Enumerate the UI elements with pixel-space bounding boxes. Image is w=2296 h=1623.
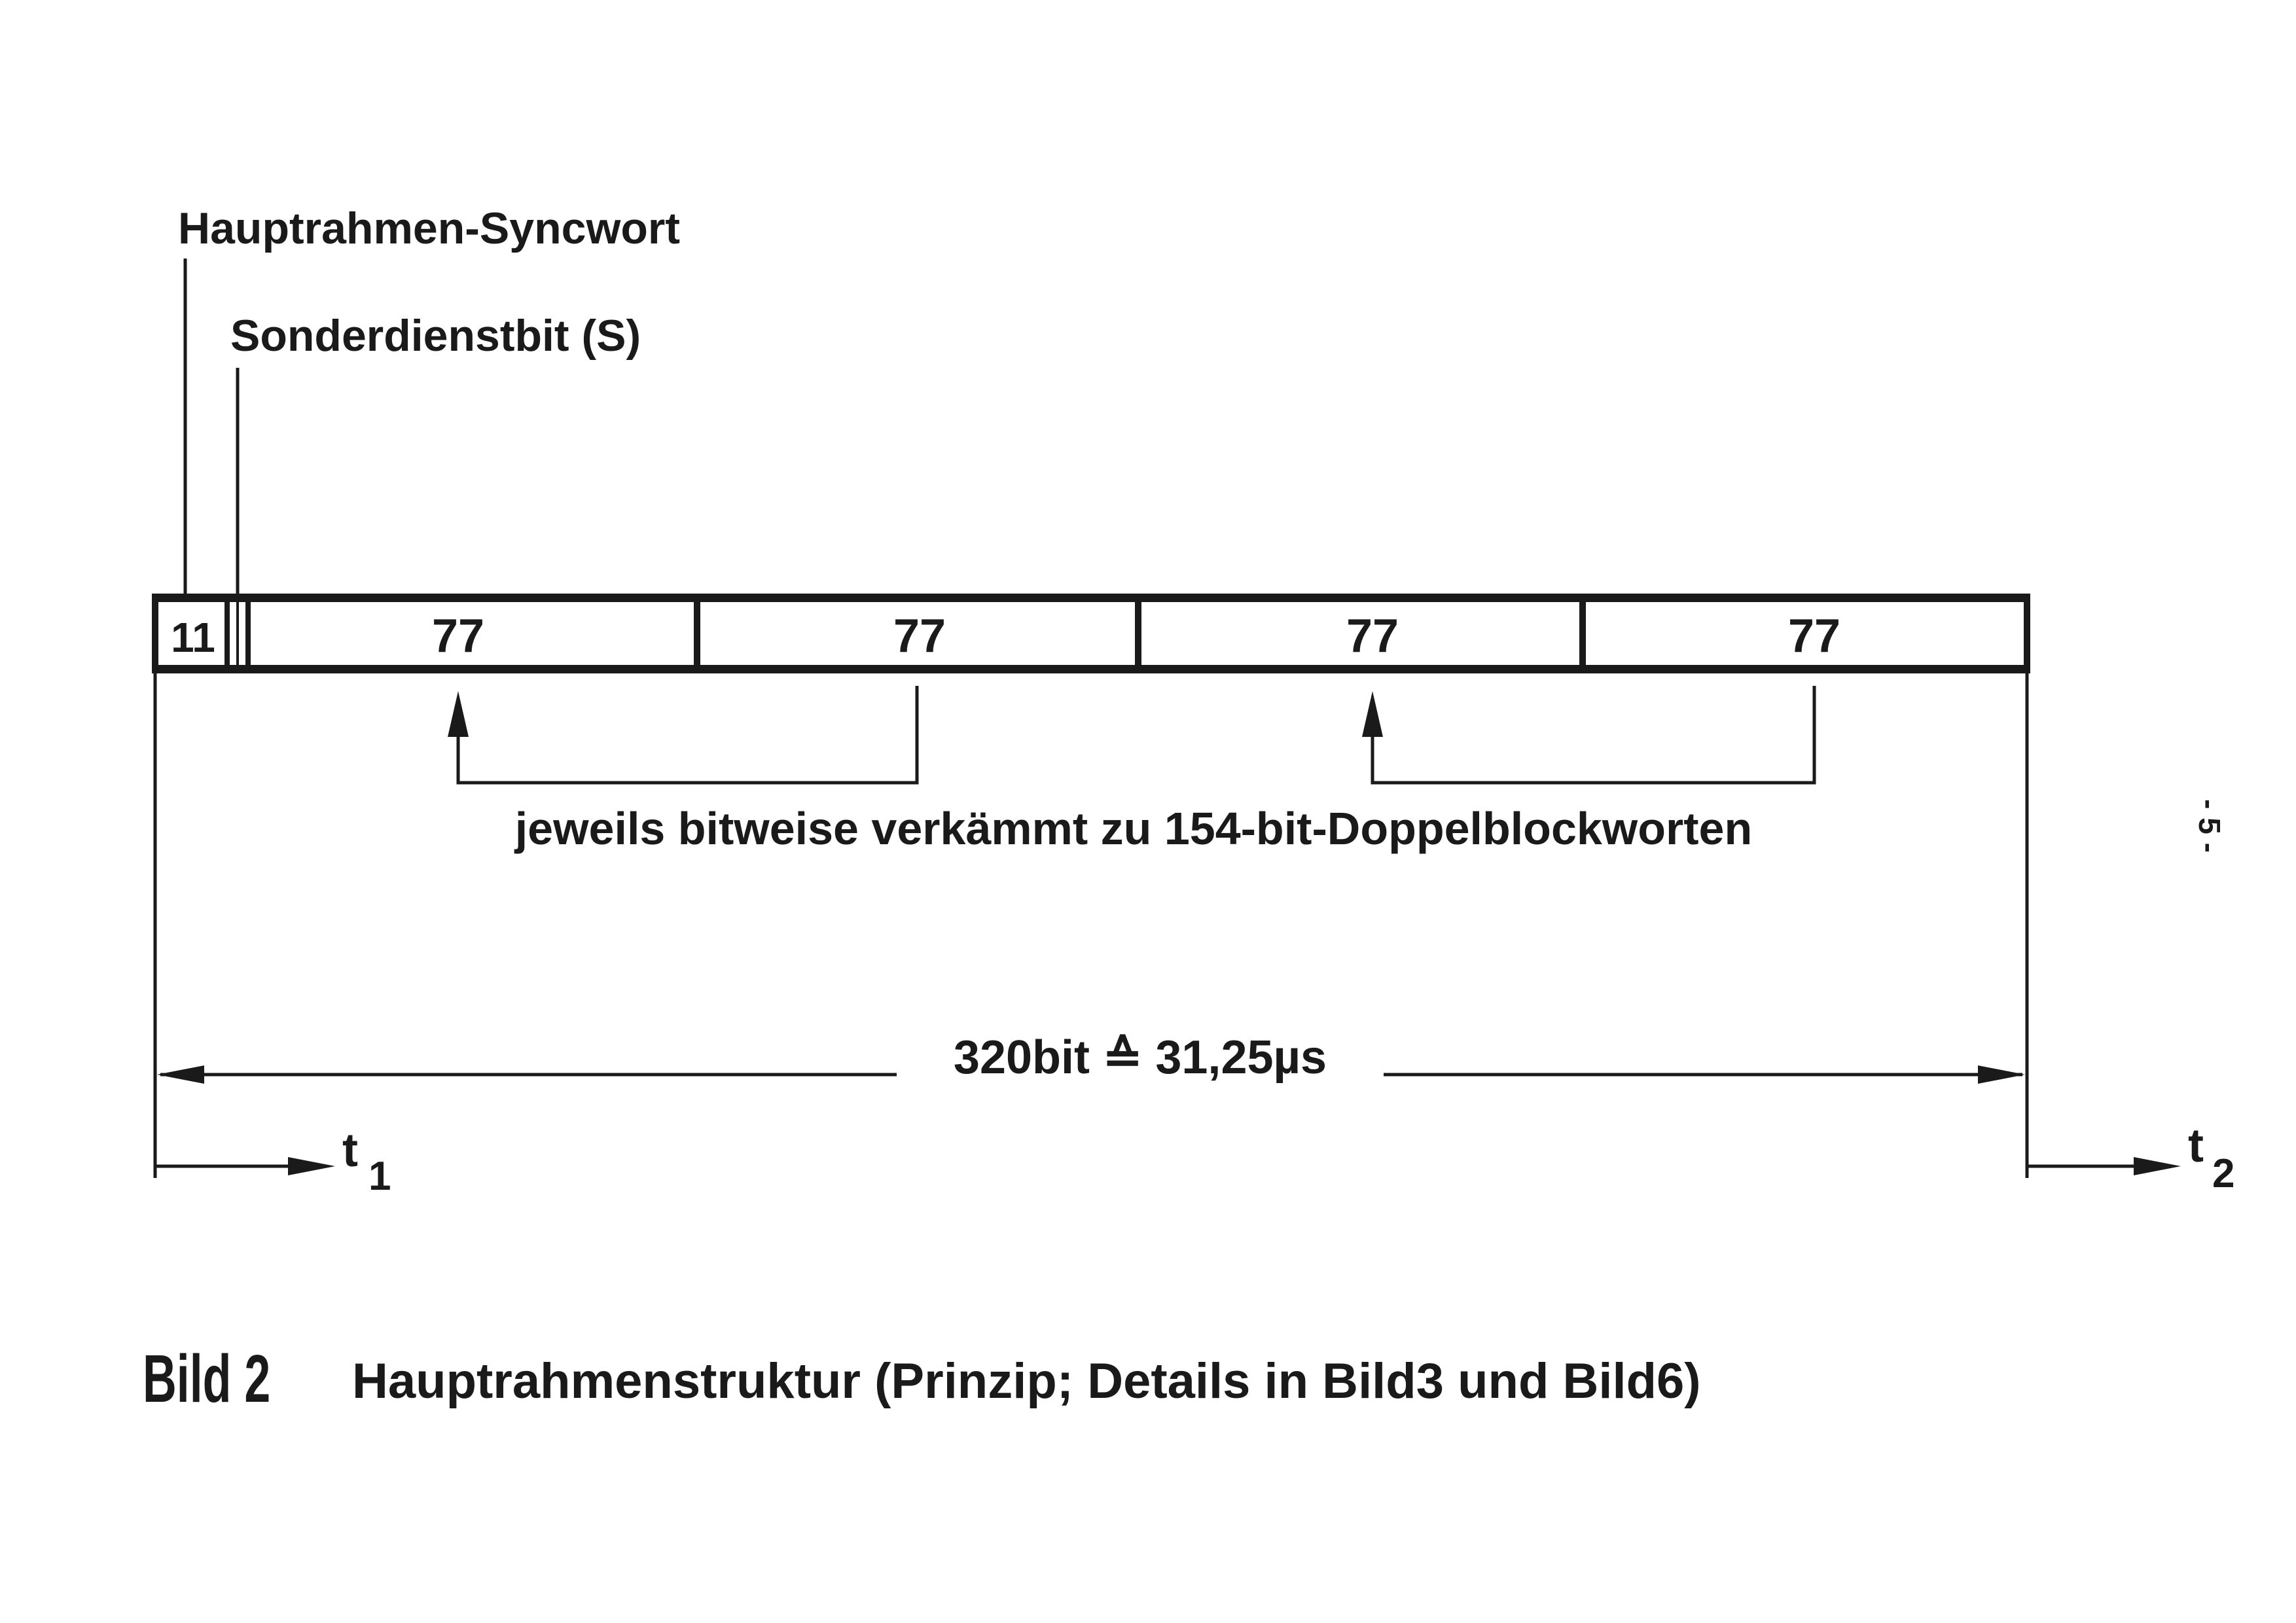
frame-bar — [155, 597, 2027, 670]
interleave-bracket-left — [448, 686, 917, 783]
block-4-value: 77 — [1787, 610, 1841, 662]
special-bit-label: Sonderdienstbit (S) — [230, 311, 641, 361]
block-3-value: 77 — [1346, 610, 1399, 662]
t2-label: t — [2188, 1120, 2204, 1172]
sync-word-label: Hauptrahmen-Syncwort — [178, 204, 680, 253]
figure-caption: Hauptrahmenstruktur (Prinzip; Details in Bild3 und Bild6) — [352, 1353, 1701, 1409]
duration-label: 320bit ≙ 31,25µs — [953, 1031, 1327, 1084]
block-1-value: 77 — [431, 610, 485, 662]
sync-bits-value: 11 — [171, 614, 215, 661]
right-arrow-icon — [2134, 1157, 2181, 1175]
up-arrow-icon — [448, 691, 469, 737]
interleave-note: jeweils bitweise verkämmt zu 154-bit-Doppelblockworten — [514, 803, 1753, 854]
up-arrow-icon — [1362, 691, 1383, 737]
right-arrow-icon — [1978, 1065, 2025, 1084]
t1-subscript: 1 — [368, 1154, 391, 1199]
right-arrow-icon — [288, 1157, 335, 1175]
t1-label: t — [342, 1124, 358, 1177]
block-2-value: 77 — [893, 610, 946, 662]
figure-number: Bild 2 — [143, 1341, 271, 1417]
t2-subscript: 2 — [2212, 1151, 2235, 1196]
interleave-bracket-right — [1362, 686, 1814, 783]
left-arrow-icon — [157, 1065, 204, 1084]
page-mark: - 5 - — [2193, 799, 2227, 853]
